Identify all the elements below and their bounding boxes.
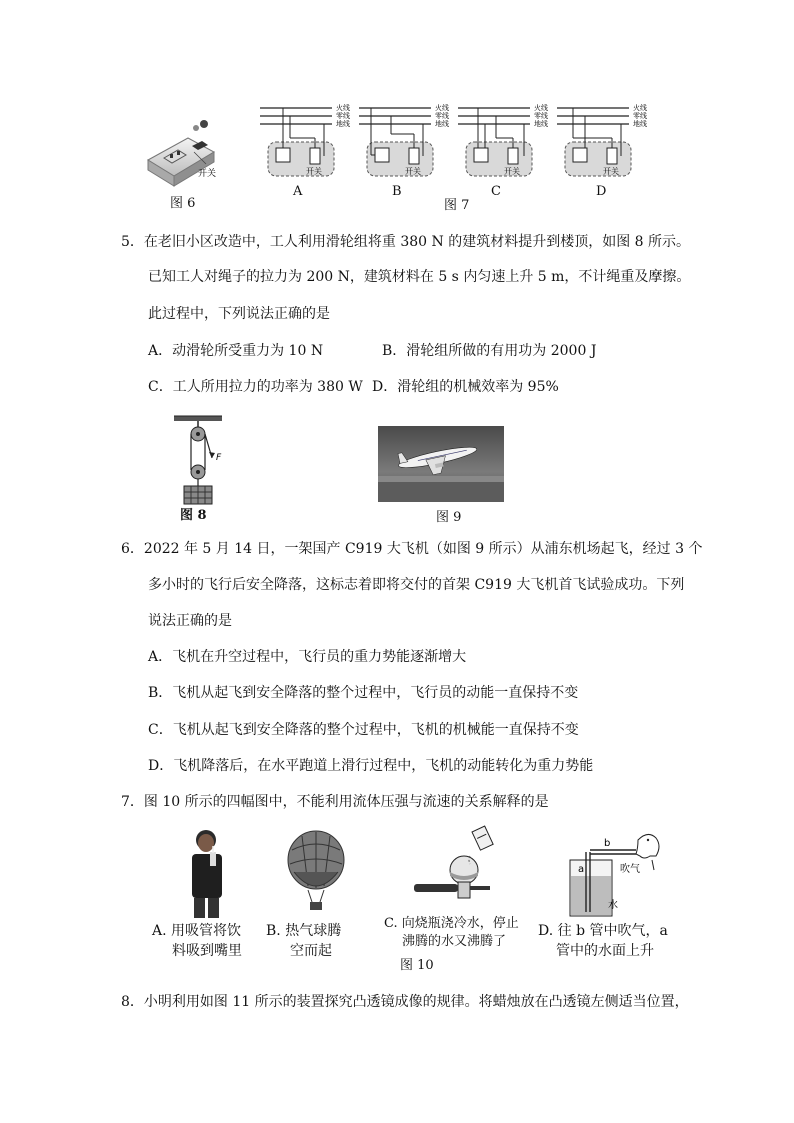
figure-9 bbox=[378, 426, 504, 525]
figure-8 bbox=[168, 414, 238, 523]
switch-label-d: 开关 bbox=[603, 167, 619, 176]
blow-tube-water-illustration bbox=[564, 826, 688, 918]
q6-stem-line-2: 多小时的飞行后安全降落，这标志着即将交付的首架 C919 大飞机首飞试验成功。下列 bbox=[148, 577, 685, 593]
wire-label-live-c: 火线 bbox=[534, 104, 548, 112]
fig7-option-b: B bbox=[392, 184, 402, 199]
wire-label-neutral-c: 零线 bbox=[534, 112, 548, 120]
q8-stem-line-1: 8．小明利用如图 11 所示的装置探究凸透镜成像的规律。将蜡烛放在凸透镜左侧适当位置， bbox=[121, 994, 689, 1010]
q5-option-c: C．工人所用拉力的功率为 380 W bbox=[148, 379, 363, 395]
switch-label-c: 开关 bbox=[504, 167, 520, 176]
fig7-option-c: C bbox=[491, 184, 501, 199]
figure-6 bbox=[140, 108, 230, 211]
q5-option-d: D．滑轮组的机械效率为 95% bbox=[372, 379, 559, 395]
q6-stem-line-1: 6．2022 年 5 月 14 日，一架国产 C919 大飞机（如图 9 所示）从浦东机场起飞，经过 3 个 bbox=[121, 541, 703, 557]
q5-stem-line-1: 5．在老旧小区改造中，工人利用滑轮组将重 380 N 的建筑材料提升到楼顶，如图 8 所示。 bbox=[121, 234, 691, 250]
fig7-option-d: D bbox=[596, 184, 607, 199]
fig10-c-label-line-1: C. 向烧瓶浇冷水，停止 bbox=[384, 916, 519, 931]
wiring-panel-a bbox=[260, 103, 350, 176]
switch-label-a: 开关 bbox=[306, 167, 322, 176]
fig10-a-label-line-1: A. 用吸管将饮 bbox=[152, 923, 242, 939]
q5-option-a: A．动滑轮所受重力为 10 N bbox=[148, 343, 324, 359]
fig10-d-label-line-1: D. 往 b 管中吹气，a bbox=[538, 923, 668, 939]
q6-option-c: C．飞机从起飞到安全降落的整个过程中，飞机的机械能一直保持不变 bbox=[148, 722, 579, 738]
wire-label-earth-b: 地线 bbox=[435, 120, 449, 128]
wire-label-earth-c: 地线 bbox=[534, 120, 548, 128]
force-label-f: F bbox=[216, 453, 222, 463]
wiring-panel-d bbox=[557, 103, 647, 176]
boy-drinking-straw-photo bbox=[184, 826, 228, 918]
fig10-d-label-line-2: 管中的水面上升 bbox=[556, 943, 654, 959]
fig10-c-label-line-2: 沸腾的水又沸腾了 bbox=[402, 934, 507, 949]
wire-label-live-a: 火线 bbox=[336, 104, 350, 112]
q5-option-b: B．滑轮组所做的有用功为 2000 J bbox=[382, 343, 597, 359]
fig6-switch-label: 开关 bbox=[198, 169, 217, 179]
fig10-caption: 图 10 bbox=[400, 958, 434, 973]
fig9-caption: 图 9 bbox=[436, 510, 462, 525]
water-label: 水 bbox=[608, 900, 618, 911]
wire-label-neutral-b: 零线 bbox=[435, 112, 449, 120]
fig10-a-label-line-2: 料吸到嘴里 bbox=[172, 943, 242, 959]
fig8-caption: 图 8 bbox=[180, 508, 207, 523]
fig7-caption: 图 7 bbox=[444, 198, 470, 213]
wire-label-live-d: 火线 bbox=[633, 104, 647, 112]
figure-10 bbox=[148, 826, 688, 976]
figure-7 bbox=[258, 98, 647, 213]
fig10-b-label-line-2: 空而起 bbox=[290, 943, 332, 959]
wire-label-earth-a: 地线 bbox=[336, 120, 350, 128]
fig10-b-label-line-1: B. 热气球腾 bbox=[266, 923, 342, 939]
fig7-option-a: A bbox=[293, 184, 303, 199]
flask-cold-water-illustration bbox=[414, 826, 514, 910]
wiring-panel-b bbox=[359, 103, 449, 176]
c919-airplane-photo bbox=[378, 426, 504, 502]
wiring-diagrams bbox=[258, 98, 647, 183]
switch-label-b: 开关 bbox=[405, 167, 421, 176]
wire-label-neutral-a: 零线 bbox=[336, 112, 350, 120]
hot-air-balloon-photo bbox=[284, 830, 348, 912]
q6-option-d: D．飞机降落后，在水平跑道上滑行过程中，飞机的动能转化为重力势能 bbox=[148, 758, 594, 774]
q6-option-a: A．飞机在升空过程中，飞行员的重力势能逐渐增大 bbox=[148, 649, 467, 665]
tube-label-a: a bbox=[578, 864, 585, 875]
fig6-caption: 图 6 bbox=[170, 196, 196, 211]
q5-stem-line-3: 此过程中，下列说法正确的是 bbox=[148, 306, 330, 322]
q5-stem-line-2: 已知工人对绳子的拉力为 200 N，建筑材料在 5 s 内匀速上升 5 m，不计绳重及摩擦。 bbox=[148, 269, 691, 285]
wire-label-earth-d: 地线 bbox=[633, 120, 647, 128]
wire-label-live-b: 火线 bbox=[435, 104, 449, 112]
wiring-panel-c bbox=[458, 103, 548, 176]
blow-air-label: 吹气 bbox=[620, 864, 640, 875]
tube-label-b: b bbox=[604, 838, 611, 849]
q6-option-b: B．飞机从起飞到安全降落的整个过程中，飞行员的动能一直保持不变 bbox=[148, 685, 579, 701]
q6-stem-line-3: 说法正确的是 bbox=[148, 613, 232, 629]
q7-stem-line-1: 7．图 10 所示的四幅图中，不能利用流体压强与流速的关系解释的是 bbox=[121, 794, 549, 810]
pulley-system-illustration bbox=[168, 414, 238, 506]
wire-label-neutral-d: 零线 bbox=[633, 112, 647, 120]
